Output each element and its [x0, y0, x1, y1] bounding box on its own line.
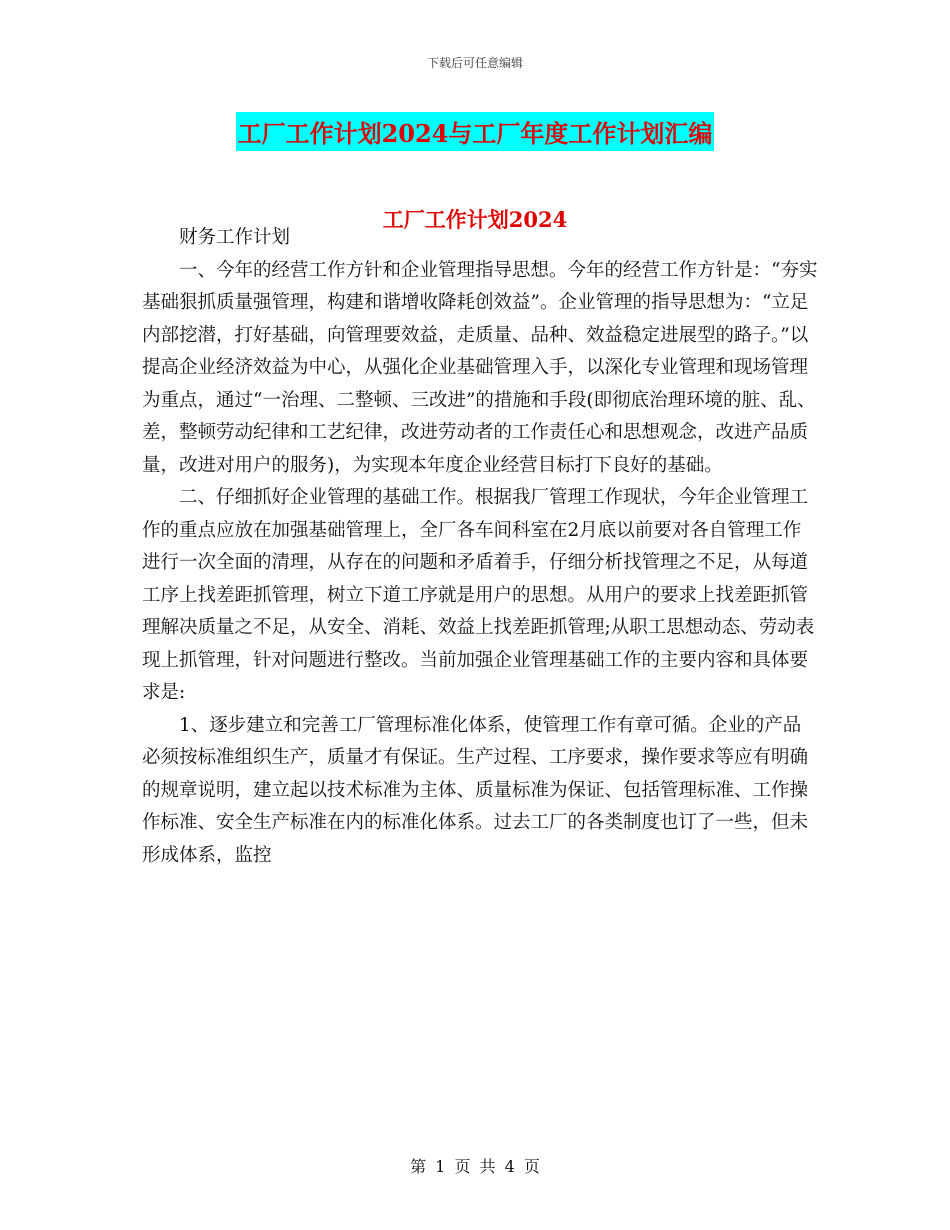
- paragraph: 一、今年的经营工作方针和企业管理指导思想。今年的经营工作方针是：“夯实基础狠抓质量强管理，构建和谐增收降耗创效益”。企业管理的指导思想为：“立足内部挖潜，打好基础，向管理要效益，走质量、品种、效益稳定进展型的路子。”以提高企业经济效益为中心，从强化企业基础管理入手，以深化专业管理和现场管理为重点，通过“一治理、二整顿、三改进”的措施和手段(即彻底治理环境的脏、乱、差，整顿劳动纪律和工艺纪律，改进劳动者的工作责任心和思想观念，改进产品质量，改进对用户的服务)，为实现本年度企业经营目标打下良好的基础。: [142, 259, 818, 476]
- paragraph: 1、逐步建立和完善工厂管理标准化体系，使管理工作有章可循。企业的产品必须按标准组织生产，质量才有保证。生产过程、工序要求，操作要求等应有明确的规章说明，建立起以技术标准为主体、质量标准为保证、包括管理标准、工作操作标准、安全生产标准在内的标准化体系。过去工厂的各类制度也订了一些，但未形成体系，监控: [142, 714, 809, 866]
- document-main-title: [0, 112, 950, 151]
- section-title: 工厂工作计划2024: [382, 207, 568, 232]
- page-number-footer: 第 1 页 共 4 页: [410, 1157, 540, 1176]
- header-note: 下载后可任意编辑: [426, 56, 523, 70]
- paragraph: 二、仔细抓好企业管理的基础工作。根据我厂管理工作现状，今年企业管理工作的重点应放在加强基础管理上，全厂各车间科室在2月底以前要对各自管理工作进行一次全面的清理，从存在的问题和矛盾着手，仔细分析找管理之不足，从每道工序上找差距抓管理，树立下道工序就是用户的思想。从用户的要求上找差距抓管理解决质量之不足，从安全、消耗、效益上找差距抓管理;从职工思想动态、劳动表现上抓管理，针对问题进行整改。当前加强企业管理基础工作的主要内容和具体要求是:: [142, 487, 815, 703]
- document-body: [142, 222, 818, 872]
- paragraph-heading: 财务工作计划: [179, 227, 291, 248]
- highlighted-title-text: 工厂工作计划2024与工厂年度工作计划汇编: [236, 112, 715, 151]
